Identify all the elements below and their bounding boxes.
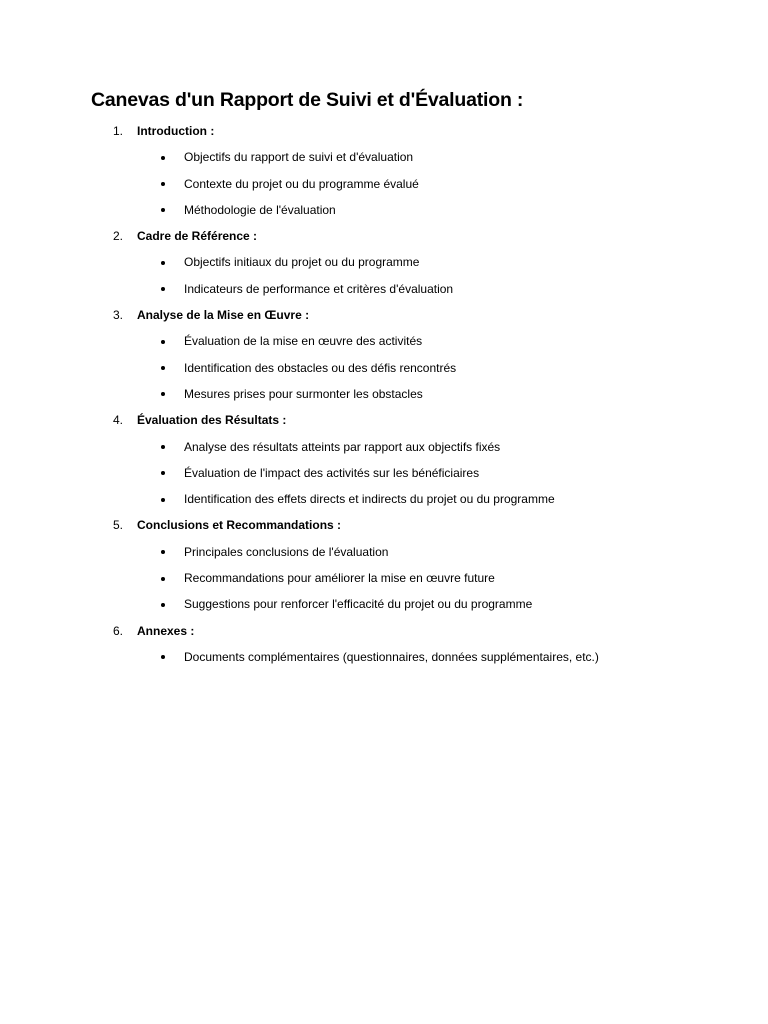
section-heading [0, 223, 768, 249]
bullet-text: Analyse des résultats atteints par rapport aux objectifs fixés [184, 439, 501, 454]
bullet-item [0, 249, 768, 275]
bullet-item [0, 591, 768, 617]
section-item [0, 407, 768, 512]
section-number: 4. [113, 413, 124, 428]
bullet-dot-icon [161, 471, 165, 475]
section-heading-label: Évaluation des Résultats : [137, 413, 287, 428]
section-heading [0, 302, 768, 328]
bullet-item [0, 539, 768, 565]
bullet-item [0, 644, 768, 670]
bullet-dot-icon [161, 261, 165, 265]
bullet-dot-icon [161, 208, 165, 212]
bullet-dot-icon [161, 287, 165, 291]
section-heading [0, 118, 768, 144]
bullet-list [0, 434, 768, 513]
bullet-text: Contexte du projet ou du programme évalué [184, 176, 419, 191]
section-number: 1. [113, 124, 124, 138]
section-heading-label: Analyse de la Mise en Œuvre : [137, 308, 310, 323]
bullet-dot-icon [161, 366, 165, 370]
bullet-item [0, 276, 768, 302]
bullet-text: Identification des obstacles ou des défis rencontrés [184, 360, 457, 375]
bullet-dot-icon [161, 445, 165, 449]
bullet-dot-icon [161, 340, 165, 344]
section-number: 5. [113, 518, 124, 533]
section-item [0, 512, 768, 617]
bullet-dot-icon [161, 655, 165, 659]
section-item [0, 223, 768, 302]
bullet-text: Documents complémentaires (questionnaires, données supplémentaires, etc.) [184, 649, 599, 664]
bullet-text: Méthodologie de l'évaluation [184, 202, 336, 217]
bullet-text: Mesures prises pour surmonter les obstacles [184, 386, 423, 401]
bullet-text: Objectifs initiaux du projet ou du programme [184, 255, 420, 270]
section-heading [0, 407, 768, 433]
section-number: 2. [113, 229, 124, 244]
bullet-dot-icon [161, 550, 165, 554]
section-heading [0, 512, 768, 538]
bullet-item [0, 144, 768, 170]
section-number: 6. [113, 623, 124, 638]
section-heading-label: Introduction : [137, 124, 215, 138]
bullet-item [0, 355, 768, 381]
bullet-item [0, 381, 768, 407]
bullet-list [0, 644, 768, 670]
bullet-list [0, 144, 768, 223]
bullet-item [0, 328, 768, 354]
bullet-dot-icon [161, 392, 165, 396]
section-list [0, 118, 768, 670]
bullet-dot-icon [161, 182, 165, 186]
bullet-dot-icon [161, 603, 165, 607]
bullet-dot-icon [161, 156, 165, 160]
bullet-list [0, 249, 768, 302]
bullet-list [0, 328, 768, 407]
bullet-text: Évaluation de l'impact des activités sur les bénéficiaires [184, 465, 480, 480]
bullet-dot-icon [161, 498, 165, 502]
section-item [0, 302, 768, 407]
bullet-text: Identification des effets directs et indirects du projet ou du programme [184, 492, 555, 507]
section-heading-label: Annexes : [137, 623, 195, 638]
bullet-text: Évaluation de la mise en œuvre des activités [184, 334, 423, 349]
bullet-item [0, 460, 768, 486]
section-heading-label: Cadre de Référence : [137, 229, 258, 244]
bullet-dot-icon [161, 577, 165, 581]
section-number: 3. [113, 308, 124, 323]
bullet-list [0, 539, 768, 618]
bullet-item [0, 486, 768, 512]
bullet-text: Objectifs du rapport de suivi et d'évaluation [184, 150, 414, 165]
bullet-item [0, 434, 768, 460]
section-item [0, 618, 768, 671]
bullet-text: Principales conclusions de l'évaluation [184, 544, 389, 559]
bullet-text: Recommandations pour améliorer la mise en œuvre future [184, 571, 495, 586]
bullet-text: Indicateurs de performance et critères d'évaluation [184, 281, 454, 296]
bullet-item [0, 171, 768, 197]
bullet-text: Suggestions pour renforcer l'efficacité du projet ou du programme [184, 597, 533, 612]
section-heading [0, 618, 768, 644]
section-heading-label: Conclusions et Recommandations : [137, 518, 342, 533]
bullet-item [0, 197, 768, 223]
section-item [0, 118, 768, 223]
bullet-item [0, 565, 768, 591]
document-title: Canevas d'un Rapport de Suivi et d'Évaluation : [91, 89, 524, 111]
